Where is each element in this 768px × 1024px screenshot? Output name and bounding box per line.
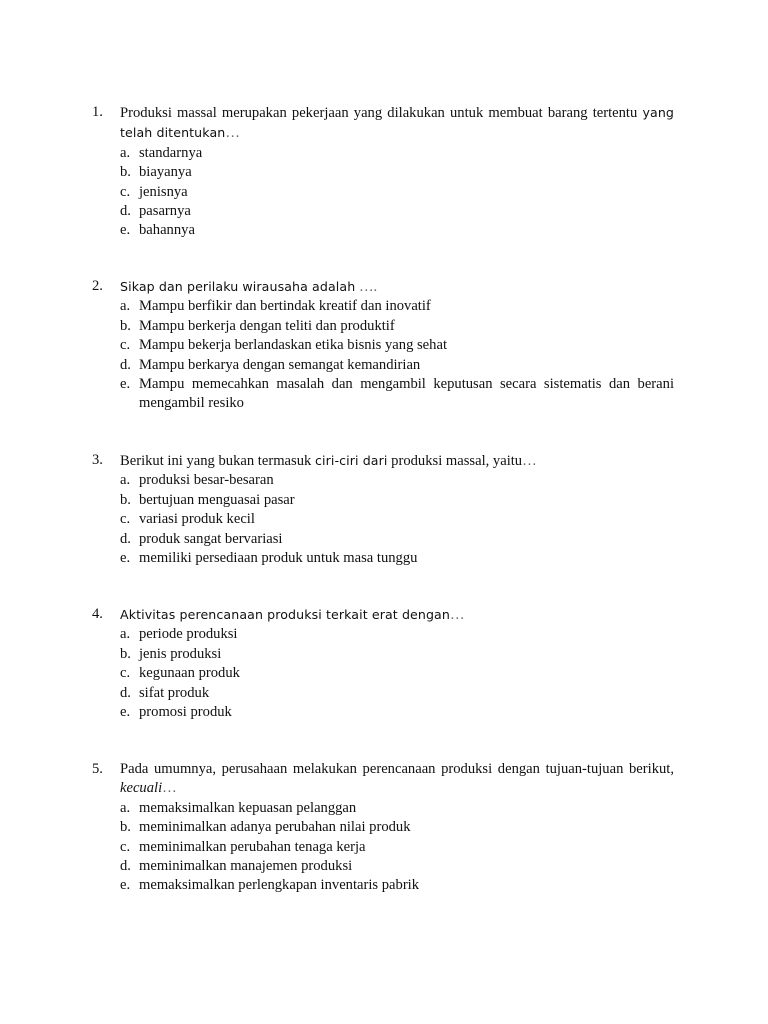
option-e	[92, 549, 674, 568]
option-c	[92, 183, 674, 202]
option-e	[92, 221, 674, 240]
question-2	[92, 277, 674, 414]
option-text: pasarnya	[139, 203, 191, 220]
question-3-stem	[92, 451, 674, 471]
question-4	[92, 605, 674, 722]
question-text-main: Berikut ini yang bukan termasuk	[120, 453, 312, 469]
question-ellipsis: …	[522, 453, 537, 469]
question-text-sans: Aktivitas perencanaan produksi terkait erat dengan	[120, 607, 450, 622]
option-c	[92, 838, 674, 857]
option-text: sifat produk	[139, 684, 210, 701]
option-text: memiliki persediaan produk untuk masa tunggu	[139, 550, 418, 567]
question-1-stem	[92, 103, 674, 144]
option-text: promosi produk	[139, 704, 232, 721]
question-ellipsis: …	[449, 607, 465, 623]
option-text: meminimalkan perubahan tenaga kerja	[139, 838, 366, 855]
question-2-stem	[92, 277, 674, 297]
option-letter: b.	[120, 819, 131, 836]
option-letter: e.	[120, 376, 131, 393]
option-letter: c.	[120, 183, 131, 200]
question-ellipsis: ….	[355, 279, 378, 295]
option-letter: e.	[120, 877, 131, 894]
question-3	[92, 451, 674, 568]
question-text-italic: kecuali	[120, 780, 163, 797]
option-e	[92, 375, 674, 414]
option-e	[92, 703, 674, 722]
option-text: produk sangat bervariasi	[139, 530, 283, 547]
option-text: Mampu berfikir dan bertindak kreatif dan inovatif	[139, 298, 431, 315]
question-number: 2.	[92, 278, 103, 294]
option-c	[92, 664, 674, 683]
option-a	[92, 297, 674, 316]
option-text: memaksimalkan kepuasan pelanggan	[139, 799, 357, 816]
question-5	[92, 760, 674, 896]
option-letter: a.	[120, 144, 131, 161]
option-letter: b.	[120, 491, 131, 508]
question-1	[92, 103, 674, 241]
option-b	[92, 645, 674, 664]
question-text	[120, 761, 674, 796]
question-ellipsis: …	[162, 780, 177, 797]
option-b	[92, 818, 674, 837]
option-a	[92, 471, 674, 490]
option-text: Mampu bekerja berlandaskan etika bisnis yang sehat	[139, 337, 447, 354]
option-a	[92, 144, 674, 163]
question-4-options	[92, 625, 674, 722]
option-text: periode produksi	[139, 626, 238, 643]
question-number: 3.	[92, 452, 103, 468]
question-text	[120, 105, 674, 141]
option-letter: d.	[120, 530, 131, 547]
question-text-main: Pada umumnya, perusahaan melakukan perencanaan produksi dengan tujuan-tujuan berikut,	[120, 761, 674, 777]
option-d	[92, 857, 674, 876]
question-text-sans: ciri-ciri dari	[314, 453, 388, 468]
option-letter: e.	[120, 550, 131, 567]
option-letter: e.	[120, 704, 131, 721]
question-text	[120, 279, 377, 295]
option-text: bahannya	[139, 222, 195, 239]
option-letter: a.	[120, 626, 131, 643]
question-text-sans: Sikap dan perilaku wirausaha adalah	[120, 279, 356, 294]
option-d	[92, 684, 674, 703]
option-letter: a.	[120, 298, 131, 315]
question-number: 5.	[92, 761, 103, 777]
option-text: Mampu berkarya dengan semangat kemandirian	[139, 356, 421, 373]
question-ellipsis: …	[225, 125, 240, 142]
question-number: 4.	[92, 606, 103, 622]
question-number: 1.	[92, 104, 103, 120]
question-3-options	[92, 471, 674, 568]
option-b	[92, 163, 674, 182]
question-2-options	[92, 297, 674, 413]
option-text: produksi besar-besaran	[139, 472, 274, 489]
option-letter: c.	[120, 511, 131, 528]
question-4-stem	[92, 605, 674, 625]
option-e	[92, 876, 674, 895]
option-c	[92, 336, 674, 355]
option-letter: d.	[120, 203, 131, 220]
option-text: biayanya	[139, 164, 192, 181]
question-5-options	[92, 799, 674, 896]
option-letter: d.	[120, 858, 131, 875]
option-d	[92, 202, 674, 221]
option-c	[92, 510, 674, 529]
option-text: variasi produk kecil	[139, 511, 255, 528]
option-a	[92, 625, 674, 644]
option-text: bertujuan menguasai pasar	[139, 491, 295, 508]
option-text: Mampu berkerja dengan teliti dan produktif	[139, 317, 395, 334]
option-text: Mampu memecahkan masalah dan mengambil keputusan secara sistematis dan berani mengambil resiko	[139, 376, 674, 412]
option-letter: a.	[120, 472, 131, 489]
question-5-stem	[92, 760, 674, 799]
option-text: jenis produksi	[139, 645, 222, 662]
option-letter: b.	[120, 164, 131, 181]
question-text-main-2: produksi massal, yaitu	[391, 453, 523, 469]
option-b	[92, 317, 674, 336]
option-letter: d.	[120, 356, 131, 373]
option-letter: b.	[120, 317, 131, 334]
option-letter: c.	[120, 337, 131, 354]
option-letter: c.	[120, 665, 131, 682]
option-d	[92, 530, 674, 549]
option-text: memaksimalkan perlengkapan inventaris pabrik	[139, 877, 420, 894]
option-d	[92, 356, 674, 375]
question-text	[120, 607, 465, 623]
option-a	[92, 799, 674, 818]
option-text: meminimalkan adanya perubahan nilai produk	[139, 819, 411, 836]
option-letter: e.	[120, 222, 131, 239]
question-text-main: Produksi massal merupakan pekerjaan yang dilakukan untuk membuat barang tertentu	[120, 105, 638, 121]
question-text	[120, 453, 537, 469]
question-1-options	[92, 144, 674, 241]
option-letter: c.	[120, 838, 131, 855]
option-letter: b.	[120, 645, 131, 662]
option-text: jenisnya	[139, 183, 188, 200]
question-text-sans: yang telah ditentukan	[120, 105, 674, 141]
option-text: meminimalkan manajemen produksi	[139, 858, 353, 875]
option-text: standarnya	[139, 144, 203, 161]
option-b	[92, 491, 674, 510]
option-text: kegunaan produk	[139, 665, 240, 682]
option-letter: d.	[120, 684, 131, 701]
option-letter: a.	[120, 799, 131, 816]
